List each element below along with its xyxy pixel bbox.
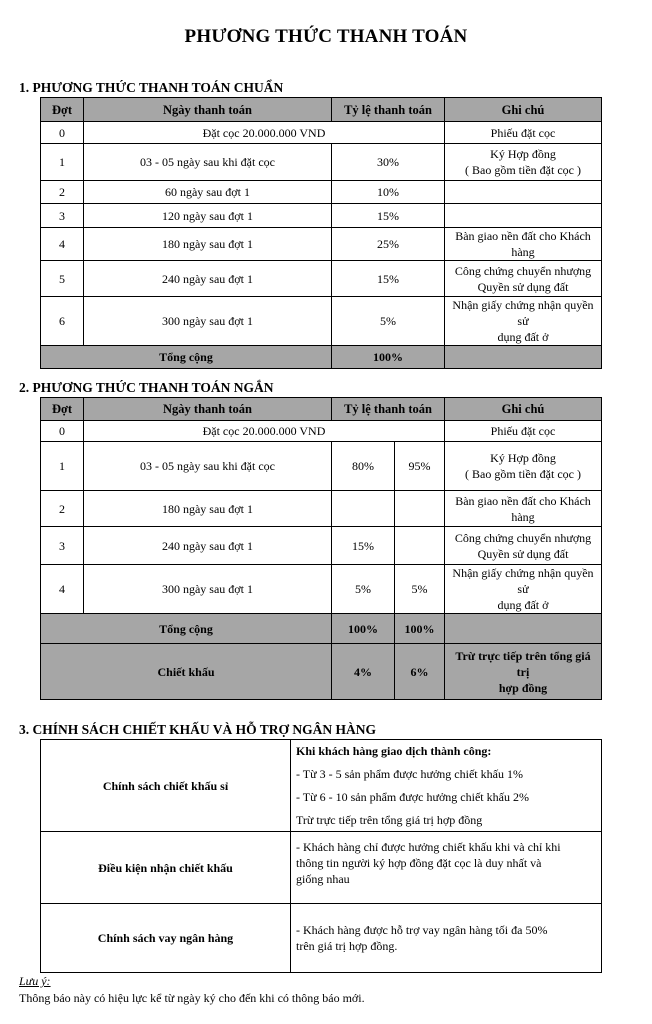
table-row: [41, 181, 602, 204]
installment-number: 3: [41, 527, 84, 565]
table-header: [41, 98, 602, 122]
note-cell: Phiếu đặt cọc: [445, 421, 602, 442]
installment-number: 3: [41, 204, 84, 228]
payment-date: 240 ngày sau đợt 1: [84, 261, 332, 297]
note-line: Quyền sử dụng đất: [477, 279, 569, 294]
page-title: PHƯƠNG THỨC THANH TOÁN: [184, 26, 468, 47]
table-row: [41, 228, 602, 261]
policy-label: Chính sách vay ngân hàng: [41, 904, 291, 973]
payment-date: 240 ngày sau đợt 1: [84, 527, 332, 565]
note-cell: [445, 261, 602, 297]
note-line: dụng đất ở: [497, 330, 549, 344]
deposit-text: Đặt cọc 20.000.000 VND: [84, 421, 445, 442]
policy-line: thông tin người ký hợp đồng đặt cọc là duy nhất và: [296, 856, 542, 870]
payment-rate-alt: [395, 491, 445, 527]
policy-line: Trừ trực tiếp trên tổng giá trị hợp đồng: [296, 813, 483, 827]
policy-line: - Từ 3 - 5 sản phẩm được hưởng chiết khấu 1%: [296, 767, 523, 781]
discount-policy-table: [40, 739, 602, 973]
table-row: [41, 442, 602, 491]
note-line: Ký Hợp đồng: [490, 451, 556, 465]
installment-number: 4: [41, 228, 84, 261]
payment-date: 180 ngày sau đợt 1: [84, 228, 332, 261]
total-label: Tổng cộng: [41, 346, 332, 369]
note-line: Nhận giấy chứng nhận quyền sử: [452, 298, 594, 328]
note-cell: [445, 204, 602, 228]
column-header: Tỷ lệ thanh toán: [332, 98, 445, 122]
policy-line: - Khách hàng được hỗ trợ vay ngân hàng tối đa 50%: [296, 923, 548, 937]
table-row: [41, 491, 602, 527]
payment-rate: 15%: [332, 261, 445, 297]
installment-number: 2: [41, 491, 84, 527]
note-line: dụng đất ở: [497, 598, 549, 612]
policy-description: [291, 740, 602, 832]
payment-rate: 5%: [332, 297, 445, 346]
installment-number: 0: [41, 421, 84, 442]
payment-rate-alt: 95%: [395, 442, 445, 491]
installment-number: 4: [41, 565, 84, 614]
table-row: [41, 565, 602, 614]
payment-date: 03 - 05 ngày sau khi đặt cọc: [84, 442, 332, 491]
discount-label: Chiết khấu: [41, 644, 332, 700]
payment-date: 60 ngày sau đợt 1: [84, 181, 332, 204]
installment-number: 0: [41, 122, 84, 144]
note-line: ( Bao gồm tiền đặt cọc ): [465, 467, 581, 481]
policy-line: giống nhau: [296, 872, 350, 886]
policy-label: Chính sách chiết khấu sỉ: [41, 740, 291, 832]
note-cell: Bàn giao nền đất cho Khách hàng: [445, 228, 602, 261]
total-rate-alt: 100%: [395, 614, 445, 644]
discount-rate-alt: 6%: [395, 644, 445, 700]
section-2-heading: 2. PHƯƠNG THỨC THANH TOÁN NGẮN: [19, 380, 274, 395]
payment-rate: 10%: [332, 181, 445, 204]
column-header: Ghi chú: [445, 398, 602, 421]
note-line: Công chứng chuyển nhượng: [454, 530, 592, 545]
installment-number: 1: [41, 144, 84, 181]
total-rate: 100%: [332, 614, 395, 644]
column-header: Ngày thanh toán: [84, 98, 332, 122]
total-rate: 100%: [332, 346, 445, 369]
discount-note: [445, 644, 602, 700]
column-header: Tỷ lệ thanh toán: [332, 398, 445, 421]
payment-rate: 30%: [332, 144, 445, 181]
payment-rate: 15%: [332, 527, 395, 565]
table-row: [41, 297, 602, 346]
note-cell: Phiếu đặt cọc: [445, 122, 602, 144]
note-line: hợp đồng: [498, 680, 548, 695]
note-cell: Bàn giao nền đất cho Khách hàng: [445, 491, 602, 527]
policy-row: [41, 740, 602, 832]
table-row: [41, 261, 602, 297]
table-header: [41, 398, 602, 421]
note-cell: [445, 442, 602, 491]
installment-number: 1: [41, 442, 84, 491]
note-line: Công chứng chuyển nhượng: [454, 263, 592, 278]
note-line: Trừ trực tiếp trên tổng giá trị: [455, 648, 591, 679]
policy-line: trên giá trị hợp đồng.: [296, 939, 398, 953]
short-payment-table: [40, 397, 602, 700]
policy-description: [291, 904, 602, 973]
note-cell: [445, 527, 602, 565]
policy-line: - Từ 6 - 10 sản phẩm được hưởng chiết khấu 2%: [296, 790, 529, 804]
policy-label: Điều kiện nhận chiết khấu: [41, 832, 291, 904]
policy-description: [291, 832, 602, 904]
installment-number: 6: [41, 297, 84, 346]
payment-rate: 15%: [332, 204, 445, 228]
table-row: [41, 421, 602, 442]
note-cell: [445, 144, 602, 181]
payment-rate: 5%: [332, 565, 395, 614]
payment-date: 300 ngày sau đợt 1: [84, 297, 332, 346]
table-row: [41, 204, 602, 228]
note-label: Lưu ý:: [19, 974, 51, 988]
payment-date: 300 ngày sau đợt 1: [84, 565, 332, 614]
column-header: Ghi chú: [445, 98, 602, 122]
policy-line: - Khách hàng chỉ được hưởng chiết khấu khi và chỉ khi: [296, 840, 561, 854]
column-header: Đợt: [41, 98, 84, 122]
total-row: [41, 346, 602, 369]
payment-date: 120 ngày sau đợt 1: [84, 204, 332, 228]
column-header: Ngày thanh toán: [84, 398, 332, 421]
note-cell: [445, 565, 602, 614]
table-row: [41, 527, 602, 565]
note-line: Ký Hợp đồng: [490, 147, 556, 161]
payment-rate-alt: [395, 527, 445, 565]
section-1-heading: 1. PHƯƠNG THỨC THANH TOÁN CHUẨN: [19, 80, 284, 95]
standard-payment-table: [40, 97, 602, 369]
payment-rate: [332, 491, 395, 527]
discount-row: [41, 644, 602, 700]
note-line: Quyền sử dụng đất: [477, 546, 569, 561]
payment-date: 180 ngày sau đợt 1: [84, 491, 332, 527]
table-row: [41, 144, 602, 181]
payment-rate-alt: 5%: [395, 565, 445, 614]
policy-row: [41, 832, 602, 904]
note-line: ( Bao gồm tiền đặt cọc ): [465, 163, 581, 177]
policy-lead: Khi khách hàng giao dịch thành công:: [296, 744, 492, 758]
note-cell: [445, 181, 602, 204]
column-header: Đợt: [41, 398, 84, 421]
installment-number: 5: [41, 261, 84, 297]
note-line: Nhận giấy chứng nhận quyền sử: [452, 566, 594, 596]
section-3-heading: 3. CHÍNH SÁCH CHIẾT KHẤU VÀ HỖ TRỢ NGÂN HÀNG: [19, 722, 377, 737]
total-label: Tổng cộng: [41, 614, 332, 644]
note-text: Thông báo này có hiệu lực kể từ ngày ký cho đến khi có thông báo mới.: [19, 991, 365, 1005]
table-row: [41, 122, 602, 144]
discount-rate: 4%: [332, 644, 395, 700]
payment-date: 03 - 05 ngày sau khi đặt cọc: [84, 144, 332, 181]
policy-row: [41, 904, 602, 973]
payment-rate: 25%: [332, 228, 445, 261]
note-cell: [445, 297, 602, 346]
total-row: [41, 614, 602, 644]
installment-number: 2: [41, 181, 84, 204]
payment-rate: 80%: [332, 442, 395, 491]
deposit-text: Đặt cọc 20.000.000 VND: [84, 122, 445, 144]
